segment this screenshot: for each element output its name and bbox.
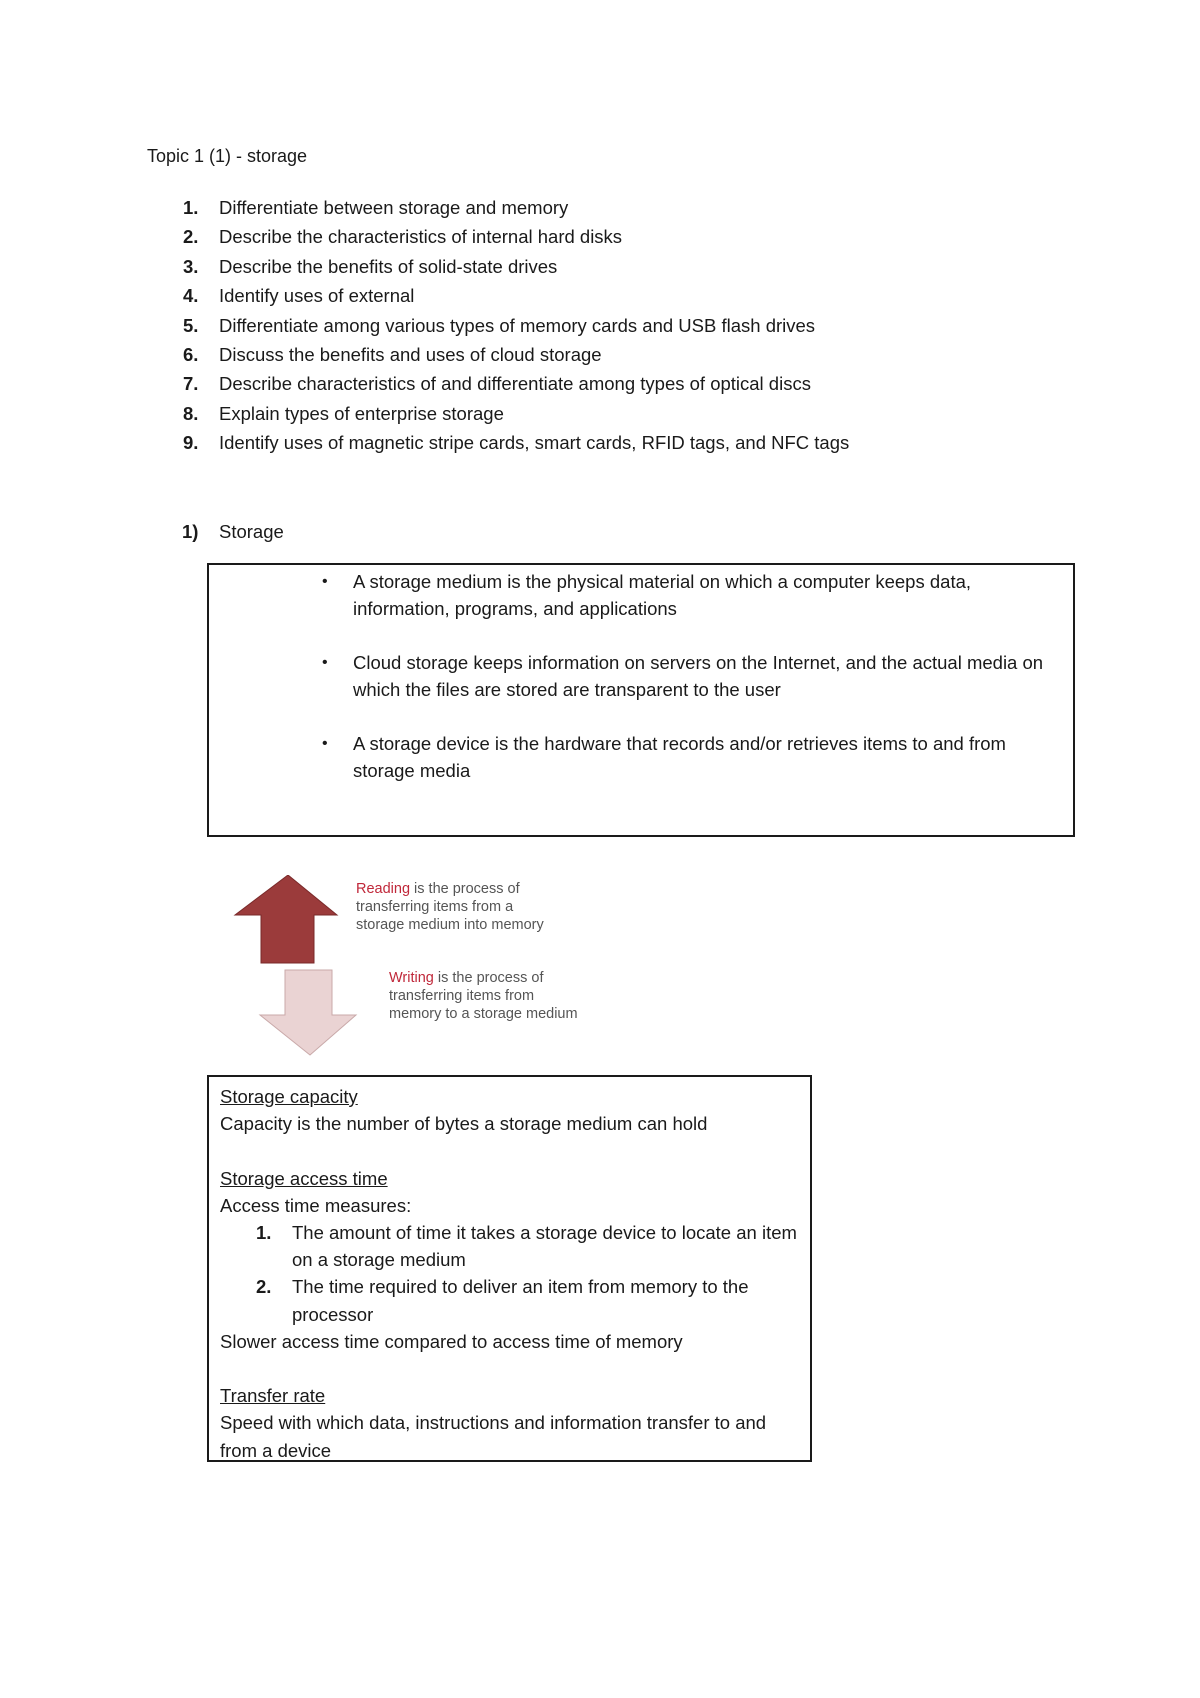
- list-item: [147, 399, 849, 428]
- section-title: Storage: [219, 521, 284, 542]
- writing-description: is the process of transferring items from memory to a storage medium: [389, 970, 578, 1022]
- definitions-box: [207, 563, 1075, 837]
- writing-term: Writing: [389, 970, 434, 986]
- list-item: [147, 340, 849, 369]
- capacity-text: Capacity is the number of bytes a storage medium can hold: [220, 1113, 708, 1135]
- down-arrow-icon: [260, 970, 356, 1055]
- access-time-intro: Access time measures:: [220, 1194, 412, 1216]
- list-item-number: 1.: [183, 197, 199, 218]
- list-item-number: 6.: [183, 343, 199, 365]
- section-number: 1): [182, 521, 199, 542]
- list-item-text: Differentiate among various types of memory cards and USB flash drives: [219, 314, 816, 336]
- storage-info-box: [207, 1075, 812, 1462]
- definition-item: [319, 649, 1053, 703]
- list-item-text: Identify uses of magnetic stripe cards, smart cards, RFID tags, and NFC tags: [219, 432, 850, 454]
- bullet-icon: •: [322, 735, 328, 752]
- list-item-number: 7.: [183, 373, 199, 395]
- spacer: [220, 1355, 800, 1382]
- list-item-number: 4.: [183, 285, 199, 307]
- list-item-number: 3.: [183, 255, 199, 277]
- list-item-text: Describe the benefits of solid-state drives: [219, 255, 558, 277]
- list-item-text: Explain types of enterprise storage: [219, 402, 504, 424]
- objectives-list: [147, 193, 849, 458]
- list-item: [147, 369, 849, 398]
- definition-text: A storage device is the hardware that records and/or retrieves items to and from storage media: [353, 733, 1006, 781]
- list-item: [147, 222, 849, 251]
- definition-text: Cloud storage keeps information on servers on the Internet, and the actual media on which the files are stored are transparent to the user: [353, 652, 1044, 700]
- list-item-text: The amount of time it takes a storage device to locate an item on a storage medium: [292, 1222, 797, 1271]
- list-item-text: Describe characteristics of and differentiate among types of optical discs: [219, 373, 811, 395]
- up-arrow-icon: [235, 875, 337, 963]
- list-item-number: 1.: [256, 1222, 272, 1243]
- list-item-number: 2.: [256, 1276, 272, 1298]
- transfer-rate-heading: Transfer rate: [220, 1385, 326, 1407]
- definition-item: [319, 568, 1053, 622]
- definition-item: [319, 730, 1053, 784]
- access-time-heading: Storage access time: [220, 1167, 388, 1189]
- list-item-number: 9.: [183, 432, 199, 454]
- list-item-text: Identify uses of external: [219, 285, 415, 307]
- list-item: [147, 311, 849, 340]
- bullet-icon: •: [322, 654, 328, 671]
- list-item: [220, 1273, 800, 1327]
- reading-description: is the process of transferring items from a storage medium into memory: [356, 881, 544, 933]
- writing-caption: [389, 969, 589, 1023]
- list-item: [147, 281, 849, 310]
- definitions-list: [319, 568, 1053, 811]
- reading-term: Reading: [356, 881, 411, 897]
- reading-caption: [356, 880, 556, 934]
- spacer: [220, 1137, 800, 1164]
- capacity-heading: Storage capacity: [220, 1086, 358, 1107]
- document-title: Topic 1 (1) - storage: [147, 146, 308, 166]
- transfer-rate-text: Speed with which data, instructions and information transfer to and from a device: [220, 1412, 767, 1461]
- list-item-number: 5.: [183, 314, 199, 336]
- list-item-text: Discuss the benefits and uses of cloud storage: [219, 343, 602, 365]
- list-item-text: Describe the characteristics of internal hard disks: [219, 226, 623, 248]
- section-heading: [182, 521, 284, 543]
- list-item: [220, 1219, 800, 1273]
- access-time-note: Slower access time compared to access time of memory: [220, 1330, 683, 1352]
- list-item-number: 2.: [183, 226, 199, 248]
- list-item: [147, 193, 849, 222]
- bullet-icon: •: [322, 573, 328, 590]
- list-item-text: Differentiate between storage and memory: [219, 197, 569, 218]
- list-item-number: 8.: [183, 402, 199, 424]
- definition-text: A storage medium is the physical material on which a computer keeps data, information, programs, and applications: [353, 571, 972, 619]
- list-item: [147, 428, 849, 457]
- access-time-list: [220, 1219, 800, 1328]
- list-item-text: The time required to deliver an item from memory to the processor: [292, 1276, 749, 1325]
- list-item: [147, 252, 849, 281]
